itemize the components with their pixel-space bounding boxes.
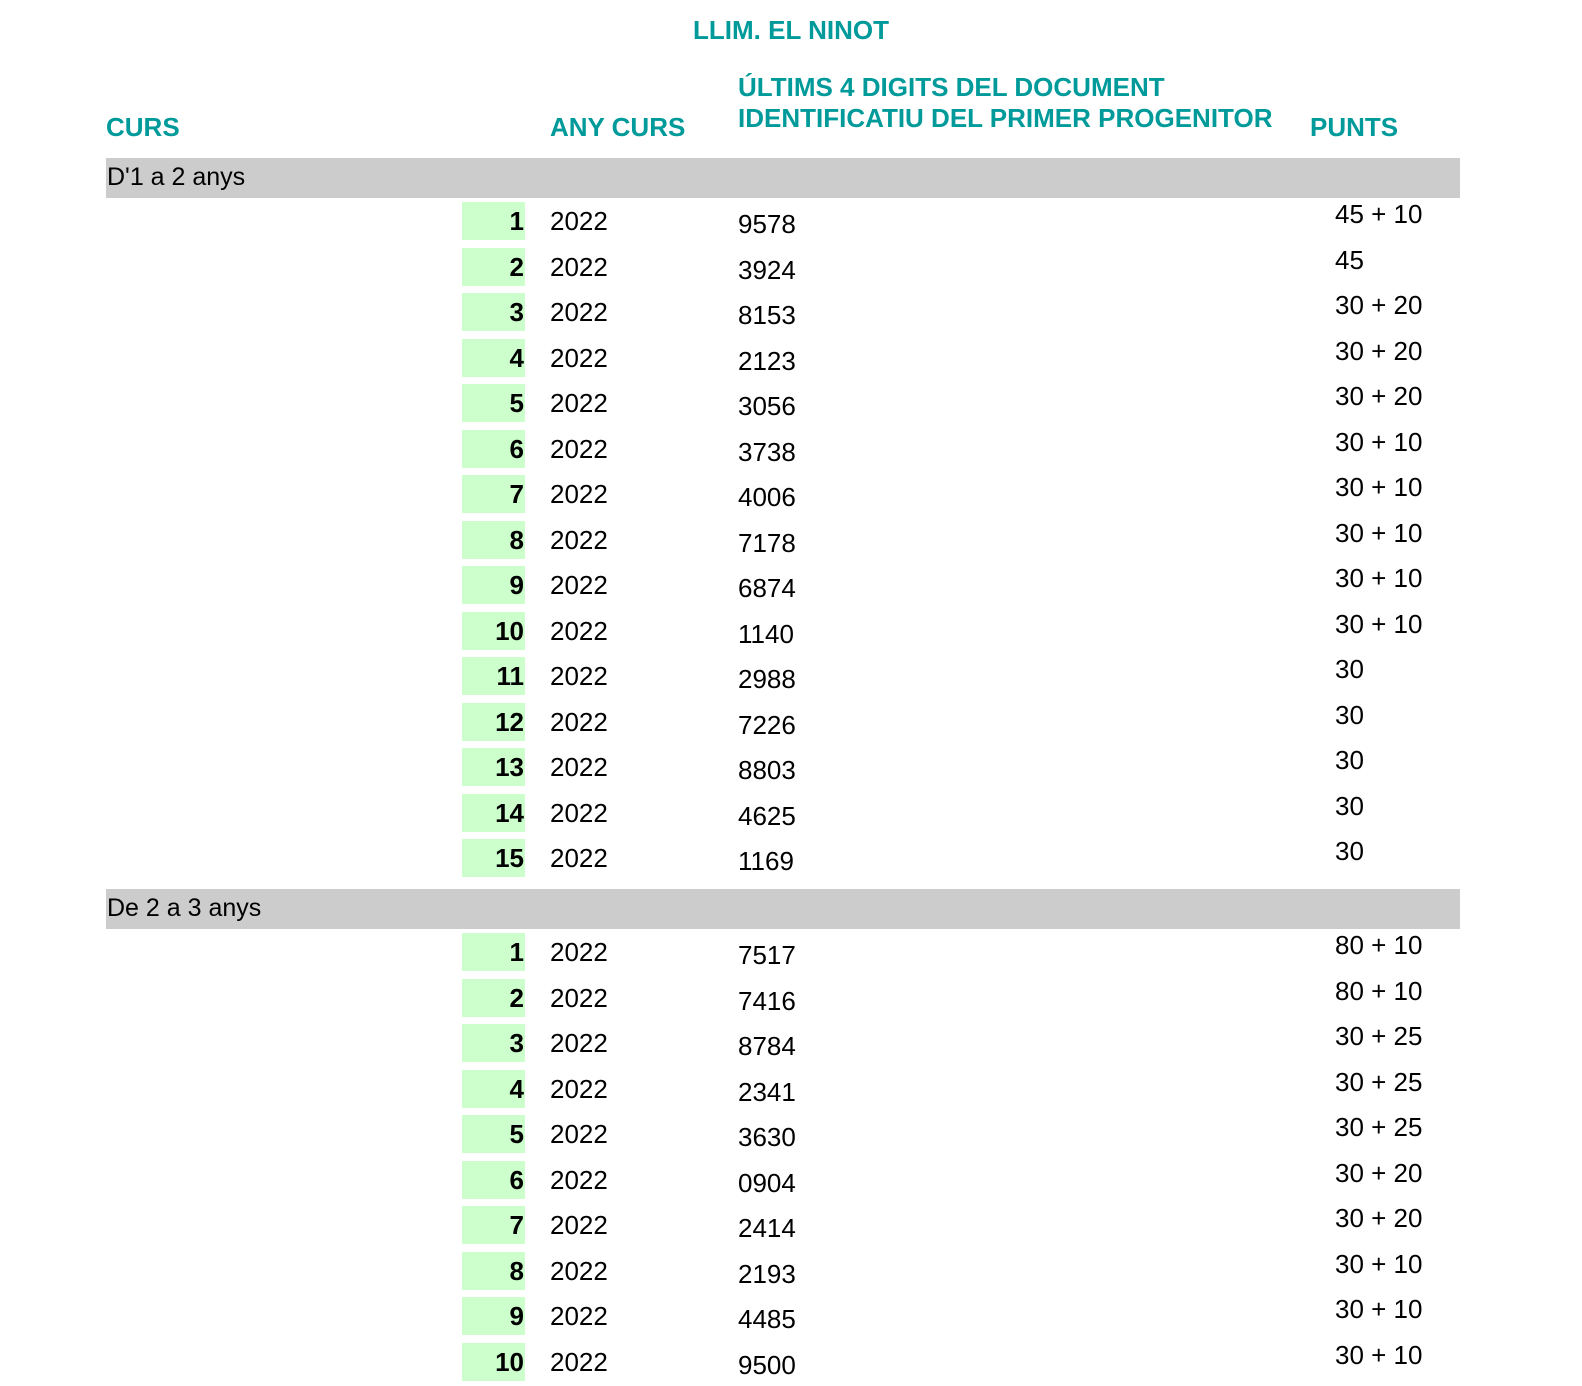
table-row — [0, 291, 1582, 337]
table-row — [0, 200, 1582, 246]
row-document-digits: 4006 — [738, 478, 796, 516]
table-row — [0, 1022, 1582, 1068]
row-punts: 30 + 10 — [1335, 1336, 1422, 1374]
section-header — [106, 889, 1460, 929]
row-year: 2022 — [550, 1206, 608, 1244]
row-punts: 30 + 25 — [1335, 1108, 1422, 1146]
row-year: 2022 — [550, 612, 608, 650]
row-year: 2022 — [550, 339, 608, 377]
table-row — [0, 1250, 1582, 1296]
row-year: 2022 — [550, 839, 608, 877]
row-document-digits: 4625 — [738, 797, 796, 835]
row-document-digits: 4485 — [738, 1300, 796, 1338]
row-year: 2022 — [550, 703, 608, 741]
table-row — [0, 701, 1582, 747]
row-punts: 30 — [1335, 832, 1364, 870]
row-punts: 30 + 25 — [1335, 1063, 1422, 1101]
row-number: 10 — [462, 1343, 525, 1381]
row-number: 1 — [462, 933, 525, 971]
row-punts: 30 — [1335, 741, 1364, 779]
row-punts: 30 + 10 — [1335, 559, 1422, 597]
row-punts: 30 + 25 — [1335, 1017, 1422, 1055]
row-punts: 30 + 10 — [1335, 468, 1422, 506]
row-number: 2 — [462, 248, 525, 286]
row-number: 14 — [462, 794, 525, 832]
table-row — [0, 655, 1582, 701]
row-year: 2022 — [550, 384, 608, 422]
row-punts: 30 + 10 — [1335, 423, 1422, 461]
row-punts: 30 + 20 — [1335, 377, 1422, 415]
section-header — [106, 158, 1460, 198]
row-year: 2022 — [550, 657, 608, 695]
row-punts: 30 + 10 — [1335, 1290, 1422, 1328]
column-header-ultims-line1: ÚLTIMS 4 DIGITS DEL DOCUMENT — [738, 72, 1272, 103]
column-header-curs: CURS — [106, 112, 180, 143]
table-row — [0, 1295, 1582, 1341]
row-number: 9 — [462, 566, 525, 604]
row-number: 3 — [462, 293, 525, 331]
row-year: 2022 — [550, 794, 608, 832]
table-row — [0, 1113, 1582, 1159]
row-punts: 30 — [1335, 696, 1364, 734]
section-label: D'1 a 2 anys — [107, 162, 245, 192]
row-year: 2022 — [550, 521, 608, 559]
section-rows — [0, 200, 1582, 883]
row-document-digits: 8803 — [738, 751, 796, 789]
row-punts: 45 — [1335, 241, 1364, 279]
table-row — [0, 246, 1582, 292]
row-year: 2022 — [550, 1070, 608, 1108]
row-number: 8 — [462, 1252, 525, 1290]
column-header-punts: PUNTS — [1310, 112, 1398, 143]
table-row — [0, 519, 1582, 565]
column-header-ultims-digits — [738, 72, 1272, 134]
section-rows — [0, 931, 1582, 1386]
row-number: 5 — [462, 1115, 525, 1153]
row-document-digits: 8784 — [738, 1027, 796, 1065]
row-document-digits: 7416 — [738, 982, 796, 1020]
row-number: 4 — [462, 1070, 525, 1108]
row-year: 2022 — [550, 1252, 608, 1290]
table-row — [0, 337, 1582, 383]
row-document-digits: 9500 — [738, 1346, 796, 1384]
table-row — [0, 610, 1582, 656]
row-year: 2022 — [550, 1115, 608, 1153]
row-number: 5 — [462, 384, 525, 422]
row-document-digits: 1140 — [738, 615, 794, 653]
row-punts: 30 + 20 — [1335, 286, 1422, 324]
row-year: 2022 — [550, 566, 608, 604]
table-row — [0, 1341, 1582, 1386]
row-punts: 30 + 20 — [1335, 332, 1422, 370]
table-row — [0, 931, 1582, 977]
row-number: 7 — [462, 1206, 525, 1244]
row-document-digits: 7517 — [738, 936, 796, 974]
row-document-digits: 3056 — [738, 387, 796, 425]
row-document-digits: 8153 — [738, 296, 796, 334]
table-row — [0, 792, 1582, 838]
row-number: 4 — [462, 339, 525, 377]
row-number: 1 — [462, 202, 525, 240]
table-row — [0, 473, 1582, 519]
row-number: 13 — [462, 748, 525, 786]
section-label: De 2 a 3 anys — [107, 893, 261, 923]
row-year: 2022 — [550, 248, 608, 286]
table-row — [0, 1068, 1582, 1114]
column-header-ultims-line2: IDENTIFICATIU DEL PRIMER PROGENITOR — [738, 103, 1272, 134]
row-year: 2022 — [550, 1024, 608, 1062]
row-document-digits: 9578 — [738, 205, 796, 243]
row-number: 2 — [462, 979, 525, 1017]
row-document-digits: 7178 — [738, 524, 796, 562]
row-punts: 80 + 10 — [1335, 972, 1422, 1010]
row-document-digits: 6874 — [738, 569, 796, 607]
row-punts: 45 + 10 — [1335, 195, 1422, 233]
row-number: 10 — [462, 612, 525, 650]
row-document-digits: 3630 — [738, 1118, 796, 1156]
row-year: 2022 — [550, 979, 608, 1017]
row-punts: 30 + 10 — [1335, 514, 1422, 552]
row-year: 2022 — [550, 202, 608, 240]
row-document-digits: 2988 — [738, 660, 796, 698]
row-number: 6 — [462, 1161, 525, 1199]
row-punts: 30 — [1335, 650, 1364, 688]
row-punts: 30 + 10 — [1335, 1245, 1422, 1283]
table-row — [0, 1159, 1582, 1205]
table-row — [0, 428, 1582, 474]
row-year: 2022 — [550, 430, 608, 468]
row-punts: 30 + 20 — [1335, 1154, 1422, 1192]
row-document-digits: 3924 — [738, 251, 796, 289]
row-document-digits: 2123 — [738, 342, 796, 380]
row-year: 2022 — [550, 1297, 608, 1335]
row-year: 2022 — [550, 1161, 608, 1199]
row-document-digits: 2414 — [738, 1209, 796, 1247]
row-number: 12 — [462, 703, 525, 741]
column-header-any-curs: ANY CURS — [550, 112, 685, 143]
row-number: 3 — [462, 1024, 525, 1062]
row-punts: 30 + 10 — [1335, 605, 1422, 643]
row-number: 8 — [462, 521, 525, 559]
row-number: 9 — [462, 1297, 525, 1335]
row-number: 6 — [462, 430, 525, 468]
row-year: 2022 — [550, 933, 608, 971]
row-punts: 30 + 20 — [1335, 1199, 1422, 1237]
row-document-digits: 7226 — [738, 706, 796, 744]
row-document-digits: 2341 — [738, 1073, 796, 1111]
page-title: LLIM. EL NINOT — [0, 15, 1582, 46]
table-row — [0, 977, 1582, 1023]
table-row — [0, 1204, 1582, 1250]
row-number: 15 — [462, 839, 525, 877]
row-punts: 30 — [1335, 787, 1364, 825]
row-punts: 80 + 10 — [1335, 926, 1422, 964]
row-number: 11 — [462, 657, 525, 695]
table-row — [0, 564, 1582, 610]
row-document-digits: 1169 — [738, 842, 794, 880]
row-number: 7 — [462, 475, 525, 513]
row-document-digits: 2193 — [738, 1255, 796, 1293]
row-document-digits: 3738 — [738, 433, 796, 471]
table-row — [0, 746, 1582, 792]
row-document-digits: 0904 — [738, 1164, 796, 1202]
table-row — [0, 382, 1582, 428]
table-row — [0, 837, 1582, 883]
row-year: 2022 — [550, 1343, 608, 1381]
row-year: 2022 — [550, 748, 608, 786]
row-year: 2022 — [550, 475, 608, 513]
row-year: 2022 — [550, 293, 608, 331]
